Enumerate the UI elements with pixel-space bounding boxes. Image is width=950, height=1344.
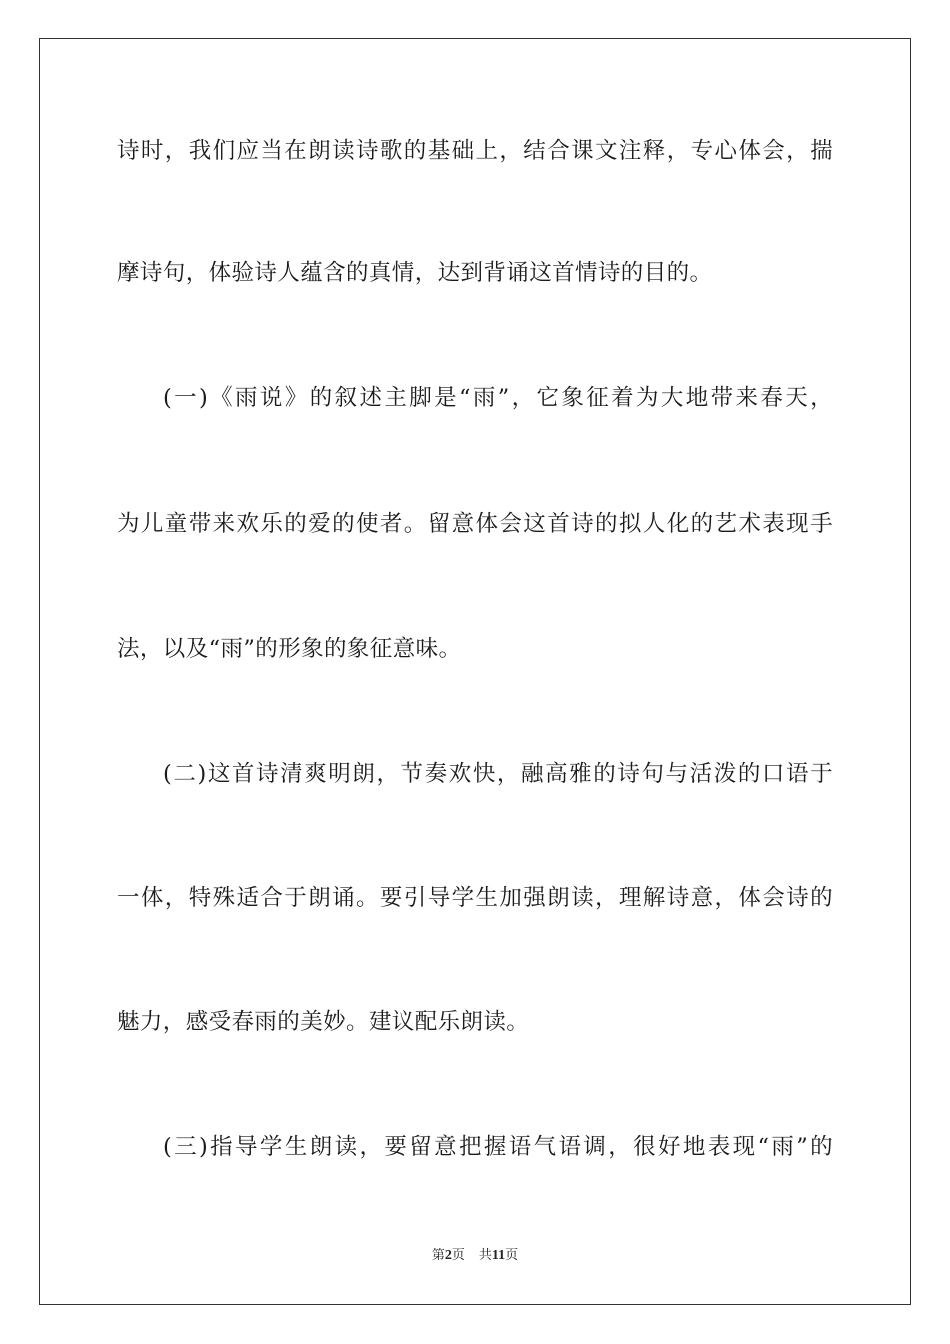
paragraph-start-line: (三)指导学生朗读，要留意把握语气语调，很好地表现“雨”的 [163,1134,833,1160]
paragraph-start-line: (二)这首诗清爽明朗，节奏欢快，融高雅的诗句与活泼的口语于 [163,761,833,787]
text-line: 诗时，我们应当在朗读诗歌的基础上，结合课文注释，专心体会，揣 [117,138,833,164]
text-line: 为儿童带来欢乐的爱的使者。留意体会这首诗的拟人化的艺术表现手 [117,511,833,537]
page-prefix: 第 [431,1248,445,1263]
total-suffix: 页 [505,1248,519,1263]
page-border [39,38,911,1305]
current-page-number: 2 [444,1248,452,1263]
total-page-count: 11 [491,1248,506,1263]
page-footer [0,1247,950,1265]
total-prefix: 共 [478,1248,492,1263]
text-line: 摩诗句，体验诗人蕴含的真情，达到背诵这首情诗的目的。 [117,260,713,286]
page-suffix: 页 [451,1248,465,1263]
paragraph-start-line: (一)《雨说》的叙述主脚是“雨”，它象征着为大地带来春天， [163,385,833,411]
text-line: 一体，特殊适合于朗诵。要引导学生加强朗读，理解诗意，体会诗的 [117,885,833,911]
text-line: 法，以及“雨”的形象的象征意味。 [117,636,462,662]
text-line: 魅力，感受春雨的美妙。建议配乐朗读。 [117,1009,530,1035]
